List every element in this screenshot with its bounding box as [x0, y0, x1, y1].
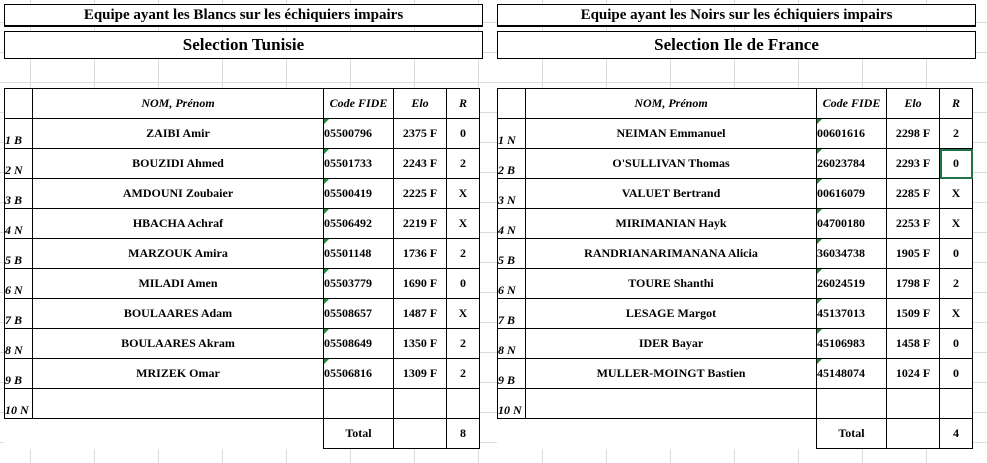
fide-code-cell[interactable]: 45106983: [817, 329, 887, 359]
result-cell[interactable]: 2: [940, 269, 973, 299]
board-seat-cell[interactable]: 5 B: [5, 239, 33, 269]
fide-column-header[interactable]: Code FIDE: [817, 89, 887, 119]
fide-code-cell[interactable]: 45137013: [817, 299, 887, 329]
fide-code-cell[interactable]: 05500419: [324, 179, 394, 209]
total-spacer-cell[interactable]: [887, 419, 940, 449]
result-cell-selected[interactable]: 0: [940, 149, 973, 179]
result-column-header[interactable]: R: [940, 89, 973, 119]
elo-cell[interactable]: 2285 F: [887, 179, 940, 209]
fide-code-cell[interactable]: [817, 389, 887, 419]
fide-code-cell[interactable]: 45148074: [817, 359, 887, 389]
player-name-cell[interactable]: [33, 389, 324, 419]
result-cell[interactable]: X: [940, 209, 973, 239]
fide-code-cell[interactable]: 04700180: [817, 209, 887, 239]
player-name-cell[interactable]: MILADI Amen: [33, 269, 324, 299]
fide-code-cell[interactable]: 05506816: [324, 359, 394, 389]
total-row: [5, 419, 480, 449]
board-seat-cell[interactable]: 9 B: [498, 359, 526, 389]
team-color-caption[interactable]: Equipe ayant les Noirs sur les échiquiers impairs: [498, 5, 975, 26]
player-row: [498, 359, 973, 389]
result-cell[interactable]: 2: [447, 329, 480, 359]
total-score[interactable]: 4: [940, 419, 973, 449]
elo-cell[interactable]: 2225 F: [394, 179, 447, 209]
player-name-cell[interactable]: HBACHA Achraf: [33, 209, 324, 239]
fide-code-cell[interactable]: 36034738: [817, 239, 887, 269]
player-row: [498, 269, 973, 299]
player-name-cell[interactable]: NEIMAN Emmanuel: [526, 119, 817, 149]
team-header: [497, 4, 976, 27]
player-name-cell[interactable]: ZAIBI Amir: [33, 119, 324, 149]
elo-column-header[interactable]: Elo: [887, 89, 940, 119]
team-panel-white: [4, 4, 483, 440]
elo-cell[interactable]: 2375 F: [394, 119, 447, 149]
player-name-cell[interactable]: O'SULLIVAN Thomas: [526, 149, 817, 179]
result-cell[interactable]: [940, 389, 973, 419]
elo-column-header[interactable]: Elo: [394, 89, 447, 119]
board-seat-cell[interactable]: 6 N: [5, 269, 33, 299]
player-row: [498, 209, 973, 239]
roster-header-row: [5, 89, 480, 119]
player-row: [5, 179, 480, 209]
name-column-header[interactable]: NOM, Prénom: [526, 89, 817, 119]
result-cell[interactable]: 0: [447, 119, 480, 149]
elo-cell[interactable]: 2243 F: [394, 149, 447, 179]
total-row: [498, 419, 973, 449]
elo-cell[interactable]: 1309 F: [394, 359, 447, 389]
board-seat-cell[interactable]: 1 N: [498, 119, 526, 149]
result-cell[interactable]: [447, 389, 480, 419]
result-cell[interactable]: X: [447, 299, 480, 329]
result-cell[interactable]: X: [447, 179, 480, 209]
player-name-cell[interactable]: VALUET Bertrand: [526, 179, 817, 209]
player-row: [5, 149, 480, 179]
result-cell[interactable]: 2: [447, 149, 480, 179]
fide-code-cell[interactable]: 05503779: [324, 269, 394, 299]
fide-code-cell[interactable]: 05508649: [324, 329, 394, 359]
result-cell[interactable]: X: [940, 179, 973, 209]
player-row: [5, 209, 480, 239]
board-seat-cell[interactable]: 1 B: [5, 119, 33, 149]
result-cell[interactable]: 0: [940, 239, 973, 269]
board-seat-cell[interactable]: 2 B: [498, 149, 526, 179]
fide-code-cell[interactable]: 05501148: [324, 239, 394, 269]
player-row: [5, 119, 480, 149]
player-name-cell[interactable]: IDER Bayar: [526, 329, 817, 359]
elo-cell[interactable]: [394, 389, 447, 419]
board-seat-cell[interactable]: 8 N: [498, 329, 526, 359]
player-name-cell[interactable]: MULLER-MOINGT Bastien: [526, 359, 817, 389]
player-name-cell[interactable]: BOULAARES Akram: [33, 329, 324, 359]
elo-cell[interactable]: 2253 F: [887, 209, 940, 239]
board-seat-cell[interactable]: 3 B: [5, 179, 33, 209]
board-seat-cell[interactable]: 8 N: [5, 329, 33, 359]
elo-cell[interactable]: 2298 F: [887, 119, 940, 149]
board-seat-cell[interactable]: 3 N: [498, 179, 526, 209]
total-score[interactable]: 8: [447, 419, 480, 449]
team-name[interactable]: Selection Ile de France: [497, 31, 976, 59]
fide-column-header[interactable]: Code FIDE: [324, 89, 394, 119]
player-row: [5, 239, 480, 269]
elo-cell[interactable]: [887, 389, 940, 419]
elo-cell[interactable]: 1690 F: [394, 269, 447, 299]
team-name[interactable]: Selection Tunisie: [4, 31, 483, 59]
player-name-cell[interactable]: BOUZIDI Ahmed: [33, 149, 324, 179]
roster-header-row: [498, 89, 973, 119]
board-seat-cell[interactable]: 4 N: [5, 209, 33, 239]
fide-code-cell[interactable]: 26024519: [817, 269, 887, 299]
player-name-cell[interactable]: MRIZEK Omar: [33, 359, 324, 389]
result-cell[interactable]: 0: [447, 269, 480, 299]
player-row: [498, 389, 973, 419]
fide-code-cell[interactable]: 00601616: [817, 119, 887, 149]
board-seat-cell[interactable]: 10 N: [5, 389, 33, 419]
fide-code-cell[interactable]: 05506492: [324, 209, 394, 239]
fide-code-cell[interactable]: 05501733: [324, 149, 394, 179]
player-row: [5, 359, 480, 389]
board-seat-cell[interactable]: 9 B: [5, 359, 33, 389]
fide-code-cell[interactable]: 00616079: [817, 179, 887, 209]
player-name-cell[interactable]: MARZOUK Amira: [33, 239, 324, 269]
roster-table: [4, 88, 480, 449]
player-row: [498, 179, 973, 209]
seat-header-cell[interactable]: [498, 89, 526, 119]
elo-cell[interactable]: 1905 F: [887, 239, 940, 269]
elo-cell[interactable]: 2219 F: [394, 209, 447, 239]
elo-cell[interactable]: 2293 F: [887, 149, 940, 179]
team-color-caption[interactable]: Equipe ayant les Blancs sur les échiquiers impairs: [5, 5, 482, 26]
player-name-cell[interactable]: MIRIMANIAN Hayk: [526, 209, 817, 239]
roster-table: [497, 88, 973, 449]
board-seat-cell[interactable]: 10 N: [498, 389, 526, 419]
result-cell[interactable]: 2: [940, 119, 973, 149]
result-cell[interactable]: 0: [940, 359, 973, 389]
blank-cell[interactable]: [498, 419, 526, 449]
player-name-cell[interactable]: [526, 389, 817, 419]
fide-code-cell[interactable]: 26023784: [817, 149, 887, 179]
team-panel-black: [497, 4, 976, 440]
result-cell[interactable]: X: [447, 209, 480, 239]
total-label[interactable]: Total: [324, 419, 394, 449]
name-column-header[interactable]: NOM, Prénom: [33, 89, 324, 119]
board-seat-cell[interactable]: 4 N: [498, 209, 526, 239]
blank-cell[interactable]: [33, 419, 324, 449]
fide-code-cell[interactable]: 05500796: [324, 119, 394, 149]
player-row: [5, 329, 480, 359]
elo-cell[interactable]: 1458 F: [887, 329, 940, 359]
board-seat-cell[interactable]: 2 N: [5, 149, 33, 179]
elo-cell[interactable]: 1487 F: [394, 299, 447, 329]
board-seat-cell[interactable]: 7 B: [498, 299, 526, 329]
total-label[interactable]: Total: [817, 419, 887, 449]
board-seat-cell[interactable]: 6 N: [498, 269, 526, 299]
elo-cell[interactable]: 1024 F: [887, 359, 940, 389]
result-cell[interactable]: 2: [447, 239, 480, 269]
player-name-cell[interactable]: LESAGE Margot: [526, 299, 817, 329]
result-cell[interactable]: 2: [447, 359, 480, 389]
player-name-cell[interactable]: RANDRIANARIMANANA Alicia: [526, 239, 817, 269]
player-row: [498, 329, 973, 359]
result-cell[interactable]: X: [940, 299, 973, 329]
player-row: [5, 269, 480, 299]
player-row: [498, 299, 973, 329]
player-row: [498, 239, 973, 269]
player-row: [5, 389, 480, 419]
player-row: [5, 299, 480, 329]
elo-cell[interactable]: 1509 F: [887, 299, 940, 329]
player-name-cell[interactable]: BOULAARES Adam: [33, 299, 324, 329]
board-seat-cell[interactable]: 7 B: [5, 299, 33, 329]
elo-cell[interactable]: 1350 F: [394, 329, 447, 359]
board-seat-cell[interactable]: 5 B: [498, 239, 526, 269]
result-cell[interactable]: 0: [940, 329, 973, 359]
result-column-header[interactable]: R: [447, 89, 480, 119]
total-spacer-cell[interactable]: [394, 419, 447, 449]
player-row: [498, 119, 973, 149]
player-row: [498, 149, 973, 179]
player-name-cell[interactable]: TOURE Shanthi: [526, 269, 817, 299]
player-name-cell[interactable]: AMDOUNI Zoubaier: [33, 179, 324, 209]
blank-cell[interactable]: [526, 419, 817, 449]
elo-cell[interactable]: 1798 F: [887, 269, 940, 299]
blank-cell[interactable]: [5, 419, 33, 449]
fide-code-cell[interactable]: 05508657: [324, 299, 394, 329]
elo-cell[interactable]: 1736 F: [394, 239, 447, 269]
seat-header-cell[interactable]: [5, 89, 33, 119]
team-header: [4, 4, 483, 27]
fide-code-cell[interactable]: [324, 389, 394, 419]
